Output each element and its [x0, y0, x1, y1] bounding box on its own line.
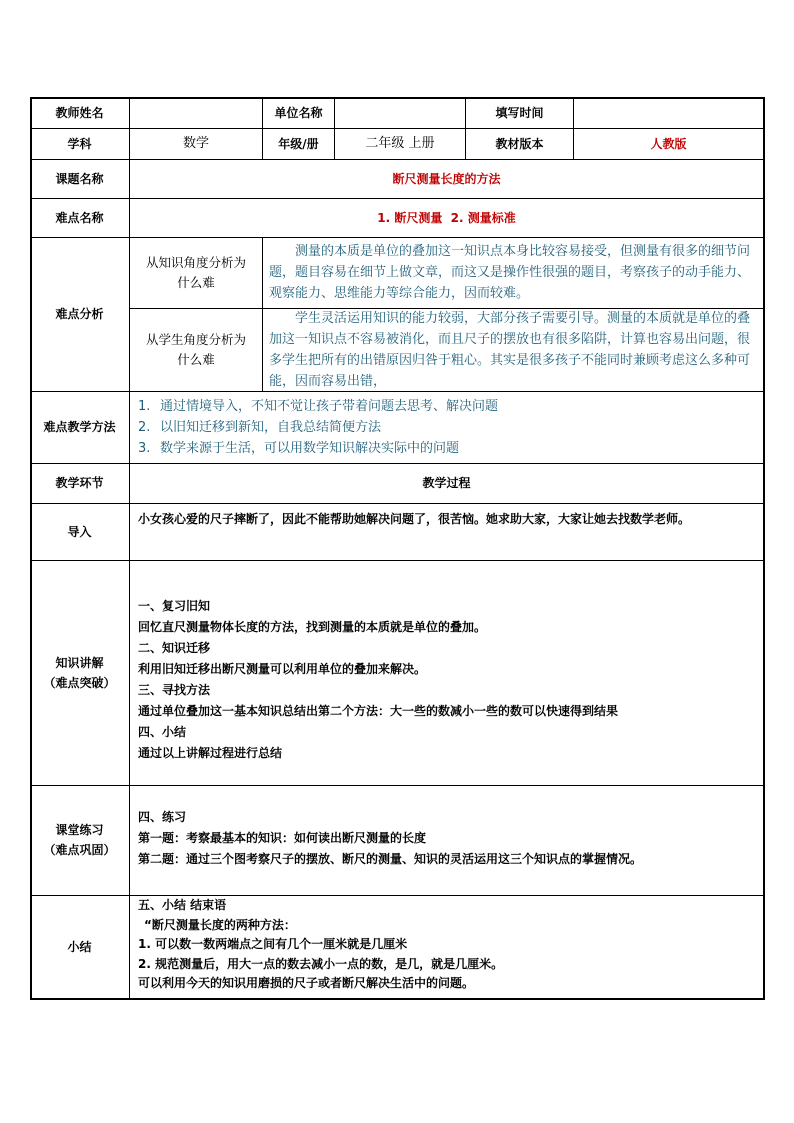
summary-content [130, 895, 763, 998]
method-item [138, 396, 757, 417]
practice-section-label [30, 785, 129, 895]
intro-label: 导入 [67, 524, 92, 539]
fill-time-value [574, 97, 763, 128]
knowledge-line: 利用旧知迁移出断尺测量可以利用单位的叠加来解决。 [138, 662, 427, 676]
topic-label: 课题名称 [55, 171, 104, 186]
summary-label: 小结 [67, 939, 92, 954]
method-item-text: 数学来源于生活，可以用数学知识解决实际中的问题 [160, 440, 460, 456]
teacher-name-value [130, 97, 262, 128]
grade-label: 年级/册 [278, 136, 319, 151]
difficulty-label: 难点名称 [55, 210, 104, 225]
methods-label: 难点教学方法 [43, 420, 116, 434]
practice-label-line2: （难点巩固） [43, 843, 116, 857]
student-angle-paragraph: 学生灵活运用知识的能力较弱，大部分孩子需要引导。测量的本质就是单位的叠加这一知识点不容易被消化，而且尺子的摆放也有很多陷阱，计算也容易出问题，很多学生把所有的出错原因归咎于粗心。其实是很多孩子不能同时兼顾考虑这么多种可能，因而容易出错， [269, 310, 751, 389]
method-item-number: 2. [138, 419, 151, 435]
method-item-number: 3. [138, 440, 151, 456]
practice-label-line1: 课堂练习 [55, 823, 104, 837]
methods-list [130, 391, 763, 463]
edition-value: 人教版 [650, 136, 687, 151]
student-angle-label: 从学生角度分析为什么难 [146, 331, 247, 367]
knowledge-line: 二、知识迁移 [138, 641, 211, 655]
summary-line: “断尺测量长度的两种方法： [144, 917, 296, 932]
edition-label: 教材版本 [495, 136, 544, 151]
method-item [138, 417, 757, 438]
grade-value: 二年级 上册 [365, 135, 435, 151]
knowledge-angle-paragraph: 测量的本质是单位的叠加这一知识点本身比较容易接受，但测量有很多的细节问题，题目容易在细节上做文章，而这又是操作性很强的题目，考察孩子的动手能力、观察能力、思维能力等综合能力，因而较难。 [269, 244, 751, 301]
method-item-number: 1. [138, 398, 151, 414]
method-item-text: 通过情境导入，不知不觉让孩子带着问题去思考、解决问题 [160, 398, 499, 414]
knowledge-angle-text [263, 237, 763, 308]
summary-line: 2. 规范测量后，用大一点的数去减小一点的数，是几，就是几厘米。 [138, 956, 504, 971]
knowledge-line: 通过单位叠加这一基本知识总结出第二个方法：大一些的数减小一些的数可以快速得到结果 [138, 704, 619, 718]
summary-line: 五、小结 结束语 [138, 898, 227, 912]
unit-value [335, 97, 465, 128]
knowledge-label-line1: 知识讲解 [55, 655, 104, 670]
practice-line: 第一题：考察最基本的知识：如何读出断尺测量的长度 [138, 831, 427, 845]
analysis-label: 难点分析 [55, 307, 104, 321]
summary-line: 1. 可以数一数两端点之间有几个一厘米就是几厘米 [138, 937, 408, 951]
process-step-label: 教学环节 [55, 476, 104, 490]
method-item [138, 438, 757, 459]
student-angle-text [263, 308, 763, 391]
knowledge-label-line2: （难点突破） [43, 675, 116, 690]
knowledge-line: 通过以上讲解过程进行总结 [138, 746, 283, 760]
knowledge-line: 回忆直尺测量物体长度的方法，找到测量的本质就是单位的叠加。 [138, 620, 487, 634]
knowledge-line: 三、寻找方法 [138, 683, 211, 697]
lesson-plan-table [30, 97, 765, 1000]
process-label: 教学过程 [422, 476, 471, 490]
practice-line: 四、练习 [138, 810, 187, 824]
teacher-name-label: 教师姓名 [55, 105, 104, 120]
subject-value: 数学 [182, 135, 209, 151]
practice-line: 第二题：通过三个图考察尺子的摆放、断尺的测量、知识的灵活运用这三个知识点的掌握情况。 [138, 852, 643, 866]
fill-time-label: 填写时间 [495, 105, 544, 120]
summary-line: 可以利用今天的知识用磨损的尺子或者断尺解决生活中的问题。 [138, 976, 475, 990]
knowledge-section-label [30, 560, 129, 785]
method-item-text: 以旧知迁移到新知，自我总结简便方法 [160, 419, 382, 435]
knowledge-content [130, 560, 763, 785]
practice-content [130, 785, 763, 895]
difficulty-value: 1. 断尺测量 2. 测量标准 [377, 210, 516, 225]
intro-text: 小女孩心爱的尺子摔断了，因此不能帮助她解决问题了，很苦恼。她求助大家，大家让她去找数学老师。 [138, 512, 691, 526]
knowledge-angle-label: 从知识角度分析为什么难 [146, 254, 247, 290]
subject-label: 学科 [67, 136, 92, 151]
knowledge-line: 四、小结 [138, 725, 187, 739]
topic-value: 断尺测量长度的方法 [392, 171, 501, 186]
knowledge-line: 一、复习旧知 [138, 599, 211, 613]
unit-label: 单位名称 [274, 105, 323, 120]
